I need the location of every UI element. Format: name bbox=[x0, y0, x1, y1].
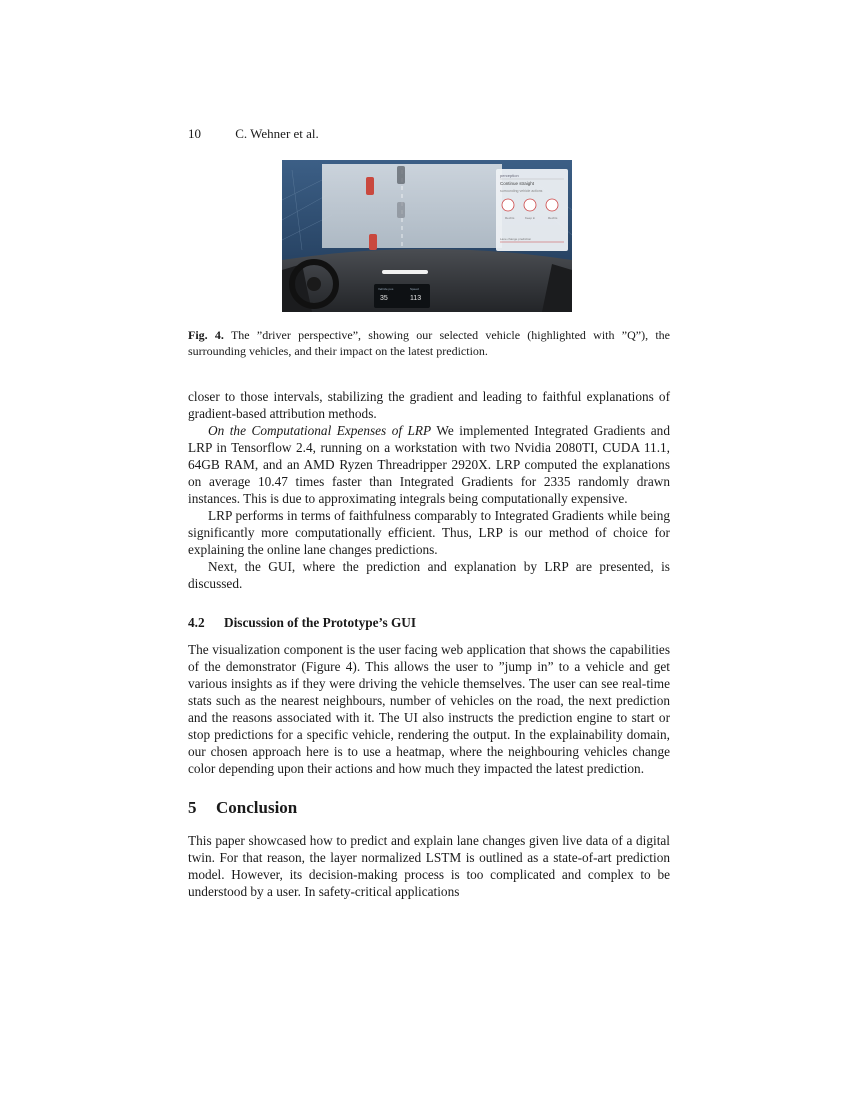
run-in-heading: On the Computational Expenses of LRP bbox=[208, 423, 432, 438]
section-heading-5 bbox=[188, 799, 670, 816]
neighbour-vehicle-grey bbox=[397, 166, 405, 184]
paragraph-next-gui: Next, the GUI, where the prediction and explanation by LRP are presented, is discussed. bbox=[188, 559, 670, 591]
driver-perspective-screenshot bbox=[282, 160, 572, 312]
panel-title: perception bbox=[500, 173, 519, 178]
section-title-4-2: Discussion of the Prototype’s GUI bbox=[224, 615, 417, 630]
panel-footer: Lane change prediction bbox=[500, 237, 532, 241]
running-header bbox=[188, 126, 319, 142]
neighbour-vehicle-red bbox=[366, 177, 374, 195]
panel-status: Continue straight bbox=[500, 181, 535, 186]
figure-driver-perspective bbox=[282, 160, 572, 312]
section-number-5: 5 bbox=[188, 798, 197, 817]
figure-caption bbox=[188, 327, 670, 359]
panel-button-left bbox=[502, 199, 514, 211]
paragraph-intervals: closer to those intervals, stabilizing the gradient and leading to faithful explanations of gradient-based attribution methods. bbox=[188, 389, 670, 421]
panel-button-right bbox=[546, 199, 558, 211]
paragraph-conclusion: This paper showcased how to predict and explain lane changes given live data of a digital twin. For that reason, the layer normalized LSTM is outlined as a state-of-art prediction model. However, its decision-making process is too complicated and complex to be understood by a user. In safety-critical applications bbox=[188, 833, 670, 899]
panel-button-label-left: Rechts bbox=[505, 216, 515, 220]
paragraph-faithfulness: LRP performs in terms of faithfulness comparably to Integrated Gradients while being significantly more computationally efficient. Thus, LRP is our method of choice for explaining the online lane changes predictions. bbox=[188, 508, 670, 557]
caption-label: Fig. 4. bbox=[188, 328, 224, 342]
page-number: 10 bbox=[188, 126, 201, 141]
display-right-value: 113 bbox=[410, 295, 422, 302]
panel-button-center bbox=[524, 199, 536, 211]
paragraph-visualization: The visualization component is the user facing web application that shows the capabilities of the demonstrator (Figure 4). This allows the user to ”jump in” to a vehicle and get various insights as if they were driving the vehicle themselves. The user can see real-time stats such as the nearest neighbours, number of vehicles on the road, the next prediction and the reasons associated with it. The UI also instructs the prediction engine to start or stop predictions for a specific vehicle, rendering the output. In the explainability domain, our chosen approach here is to use a heatmap, where the neighbouring vehicles change color depending upon their actions and how much they impacted the latest prediction. bbox=[188, 642, 670, 776]
panel-button-label-right: Rechts bbox=[548, 216, 558, 220]
display-right-label: Speed bbox=[410, 287, 419, 291]
caption-text: The ”driver perspective”, showing our selected vehicle (highlighted with ”Q”), the surrounding vehicles, and their impact on the latest prediction. bbox=[188, 328, 670, 358]
paragraph-computational-expenses bbox=[188, 422, 670, 507]
fog-road bbox=[322, 164, 502, 248]
panel-button-label-center: Keep in bbox=[525, 216, 536, 220]
neighbour-vehicle-red-2 bbox=[369, 234, 377, 250]
running-authors: C. Wehner et al. bbox=[235, 126, 319, 141]
steering-hub bbox=[307, 277, 321, 291]
hud-bar bbox=[382, 270, 428, 274]
section-heading-4-2 bbox=[188, 614, 670, 631]
section-number-4-2: 4.2 bbox=[188, 615, 205, 630]
main-text bbox=[188, 388, 670, 900]
display-left-label: Vehicle pos bbox=[378, 287, 394, 291]
neighbour-vehicle-grey-2 bbox=[397, 202, 405, 218]
panel-sublabel: surrounding vehicle actions bbox=[500, 189, 543, 193]
paragraph-computational-text: We implemented Integrated Gradients and LRP in Tensorflow 2.4, running on a workstation with two Nvidia 2080TI, CUDA 11.1, 64GB RAM, and an AMD Ryzen Threadripper 2920X. LRP computed the explanations on average 10.47 times faster than Integrated Gradients for 2335 randomly drawn instances. This is due to approximating integrals being computationally expensive. bbox=[188, 423, 670, 506]
display-left-value: 35 bbox=[380, 295, 388, 302]
section-title-5: Conclusion bbox=[216, 798, 298, 817]
